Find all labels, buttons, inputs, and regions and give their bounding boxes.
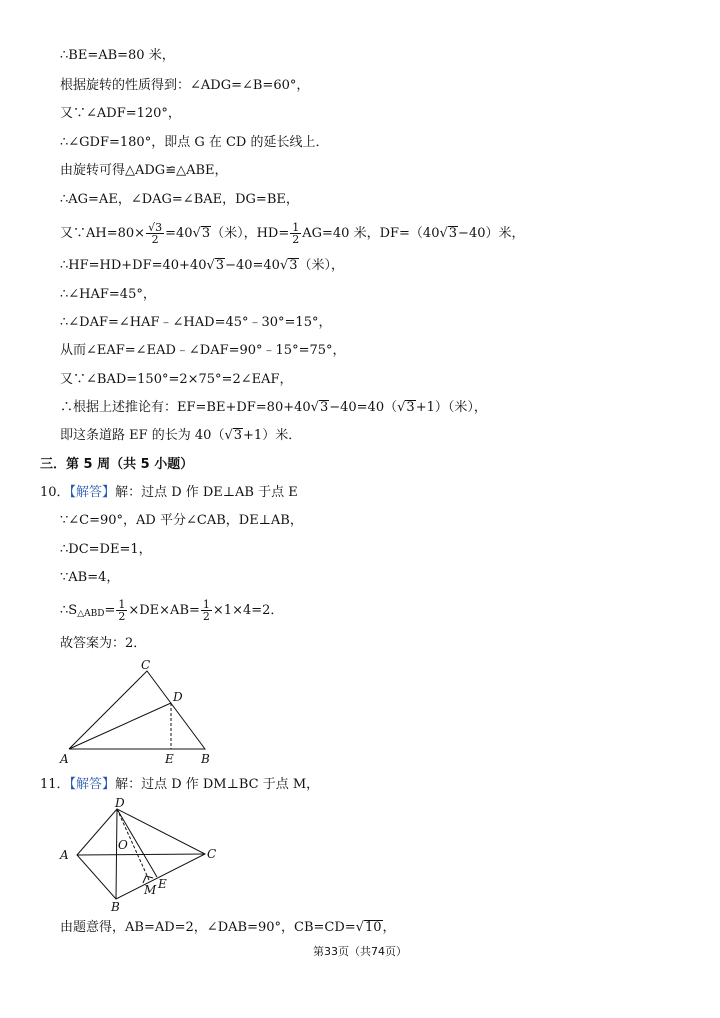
line-6: ∴AG=AE，∠DAG=∠BAE，DG=BE， <box>60 192 299 207</box>
fraction-den: 2 <box>151 233 159 246</box>
line-4: ∴∠GDF=180°，即点 G 在 CD 的延长线上． <box>60 135 329 150</box>
q10-step-4-d: ×1×4=2． <box>212 603 284 618</box>
triangle-outline <box>69 671 205 749</box>
line-14-b: +1）米． <box>243 428 302 443</box>
q10-intro <box>40 483 298 503</box>
fraction-den: 2 <box>118 610 126 623</box>
fraction-half <box>290 222 301 245</box>
q11-intro-text: 解：过点 D 作 DM⊥BC 于点 M， <box>115 777 320 792</box>
line-7-c: （米），HD= <box>211 226 290 241</box>
line-9: ∴∠HAF=45°， <box>60 287 156 302</box>
q10-step-4-b: = <box>104 603 116 618</box>
fraction-half <box>201 599 212 622</box>
line-13: ∴根据上述推论有：EF=BE+DF=80+40√3−40=40（√3+1）（米）， <box>60 400 487 415</box>
label-c: C <box>141 658 151 672</box>
q11-step-1: 由题意得，AB=AD=2，∠DAB=90°，CB=CD=√10， <box>60 920 396 935</box>
fraction-sqrt3-over-2 <box>146 222 164 245</box>
q10-intro-text: 解：过点 D 作 DE⊥AB 于点 E <box>115 485 298 500</box>
line-5: 由旋转可得△ADG≌△ABE， <box>60 163 228 178</box>
line-8: ∴HF=HD+DF=40+40√3−40=40√3（米）， <box>60 258 345 273</box>
fraction-half <box>116 599 127 622</box>
fraction-num: √3 <box>148 221 163 234</box>
sqrt-radicand: 3 <box>201 226 211 241</box>
label-m: M <box>144 883 157 897</box>
line-8-b: −40=40 <box>225 258 280 273</box>
fraction-den: 2 <box>292 233 300 246</box>
q10-step-2: ∴DC=DE=1， <box>60 542 152 557</box>
line-12: 又∵∠BAD=150°=2×75°=2∠EAF， <box>60 372 293 387</box>
q10-answer: 故答案为：2． <box>60 636 147 651</box>
q11-answer-tag: 【解答】 <box>69 777 116 792</box>
q11-number: 11． <box>40 777 70 792</box>
line-8-c: （米）， <box>298 258 345 273</box>
line-1: ∴BE=AB=80 米， <box>60 48 175 63</box>
line-13-a: ∴根据上述推论有：EF=BE+DF=80+40 <box>60 400 311 415</box>
q10-triangle-figure <box>55 655 225 770</box>
q11-step-1-b: ， <box>382 920 396 935</box>
label-d: D <box>173 690 183 704</box>
q10-step-1: ∵∠C=90°，AD 平分∠CAB，DE⊥AB， <box>60 513 303 528</box>
segment-ad <box>69 703 171 749</box>
fraction-num: 1 <box>292 221 300 234</box>
sqrt-radicand: 3 <box>289 258 298 273</box>
sqrt-radicand: 3 <box>406 400 415 415</box>
line-13-c: +1）（米）， <box>415 400 487 415</box>
line-3: 又∵∠ADF=120°， <box>60 106 181 121</box>
fraction-num: 1 <box>118 598 126 611</box>
line-7-b: =40 <box>165 226 193 241</box>
q11-quadrilateral-figure <box>55 795 225 915</box>
line-14-a: 即这条道路 EF 的长为 40（ <box>60 428 225 443</box>
right-angle-mark <box>143 876 153 883</box>
line-11: 从而∠EAF=∠EAD﹣∠DAF=90°﹣15°=75°， <box>60 343 346 358</box>
line-14: 即这条道路 EF 的长为 40（√3+1）米． <box>60 428 302 443</box>
label-a: A <box>60 848 69 862</box>
line-7-e: −40）米， <box>458 226 525 241</box>
line-2: 根据旋转的性质得到：∠ADG=∠B=60°， <box>60 78 310 93</box>
sqrt-radicand: 3 <box>448 226 458 241</box>
subscript-triangle-abd: △ABD <box>77 609 105 619</box>
line-13-b: −40=40（ <box>329 400 398 415</box>
q10-step-4-c: ×DE×AB= <box>128 603 200 618</box>
line-7-a: 又∵AH=80× <box>60 226 146 241</box>
q10-step-4 <box>60 599 283 624</box>
q10-number: 10． <box>40 485 70 500</box>
q10-step-4-a: ∴S <box>60 603 78 618</box>
diagonal-ac <box>77 854 205 855</box>
sqrt-radicand: 3 <box>319 400 329 415</box>
q10-answer-tag: 【解答】 <box>69 485 116 500</box>
q11-step-1-a: 由题意得，AB=AD=2，∠DAB=90°，CB=CD= <box>60 920 356 935</box>
fraction-den: 2 <box>202 610 210 623</box>
line-7-d: AG=40 米，DF=（40 <box>302 226 440 241</box>
label-b: B <box>111 900 120 914</box>
sqrt-radicand: 3 <box>215 258 225 273</box>
label-e: E <box>165 752 174 766</box>
line-10: ∴∠DAF=∠HAF﹣∠HAD=45°﹣30°=15°， <box>60 315 332 330</box>
label-a: A <box>60 752 69 766</box>
section-heading: 三．第 5 周（共 5 小题） <box>40 457 194 472</box>
sqrt-radicand: 3 <box>233 428 243 443</box>
diagonal-bd <box>116 809 117 899</box>
label-c: C <box>207 847 217 861</box>
fraction-num: 1 <box>202 598 210 611</box>
q11-intro <box>40 775 319 795</box>
page-footer: 第33页（共74页） <box>313 945 407 958</box>
line-8-a: ∴HF=HD+DF=40+40 <box>60 258 207 273</box>
label-o: O <box>118 838 128 852</box>
label-d: D <box>115 796 125 810</box>
line-7: 又∵AH=80× $\frac{√3}{2}$ =40√3（米），HD= $\frac{1}{2}$ AG=40 米，DF=（40√3−40）米， <box>60 221 525 246</box>
label-e: E <box>158 877 167 891</box>
sqrt-radicand: 10 <box>364 920 382 935</box>
q10-step-3: ∵AB=4， <box>60 570 120 585</box>
label-b: B <box>201 752 210 766</box>
